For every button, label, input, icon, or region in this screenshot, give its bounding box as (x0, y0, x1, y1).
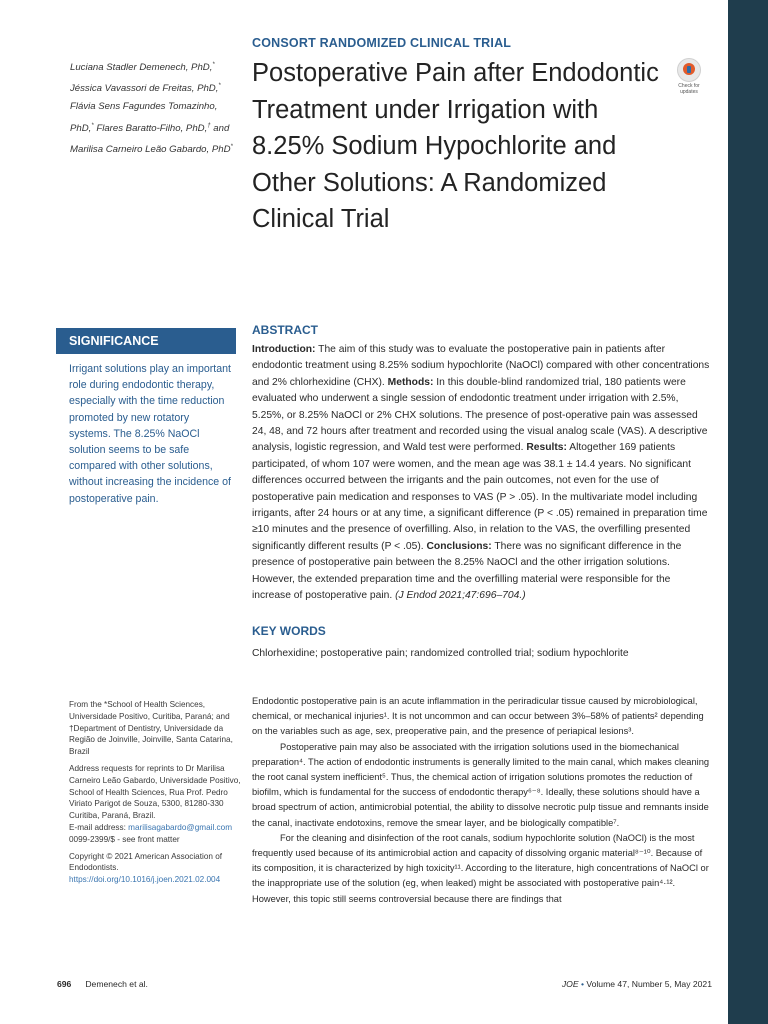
author: and Marilisa Carneiro Leão Gabardo, PhD* (70, 122, 233, 155)
email-link[interactable]: marilisagabardo@gmail.com (128, 822, 233, 832)
author-list (70, 56, 242, 159)
keywords-heading: KEY WORDS (252, 624, 326, 638)
running-author: Demenech et al. (85, 979, 148, 989)
body-paragraph: Postoperative pain may also be associated with the irrigation solutions used in the biomechanical preparation⁴. The action of endodontic instruments is generally limited to the main canal, which makes cleaning the root canal system inefficient⁵. Thus, the chemical action of irrigation solutions promotes the reduction of biofilm, which is fundamental for the success of endodontic therapy⁶⁻⁸. Ideally, these solutions should have a broad spectrum of action, antimicrobial potential, the ability to dissolve necrotic pulp tissue and remnants inside the canal, inactivate endotoxins, remove the smear layer, and be biologically compatible⁷. (252, 741, 710, 828)
author: Flares Baratto-Filho, PhD,† (96, 122, 211, 134)
abstract-conclusions-label: Conclusions: (426, 540, 492, 552)
copyright-note: Copyright © 2021 American Association of Endodontists. https://doi.org/10.1016/j.joen.2021.02.004 (69, 851, 223, 885)
significance-text: Irrigant solutions play an important role during endodontic therapy, especially with the time reduction promoted by new rotatory systems. The 8.25% NaOCl solution seems to be safe compared with other solutions, without increasing the incidence of postoperative pain. (69, 363, 231, 505)
abstract-heading: ABSTRACT (252, 323, 318, 337)
reprint-address: Address requests for reprints to Dr Marilisa Carneiro Leão Gabardo, Universidade Positivo, School of Health Sciences, Rua Prof. Pedro Viriato Parigot de Souza, 5300, 81280-330 Curitiba, Paraná, Brazil. E-mail address: marilisagabardo@gmail.com 0099-2399/$ - see front matter (69, 763, 241, 844)
footer-left (57, 979, 148, 989)
check-for-updates-text: Check for updates (678, 83, 700, 95)
page-number: 696 (57, 979, 72, 989)
journal-name: JOE (561, 979, 579, 989)
keywords-text: Chlorhexidine; postoperative pain; randomized controlled trial; sodium hypochlorite (252, 648, 629, 659)
author: Jéssica Vavassori de Freitas, PhD,* (70, 83, 221, 95)
abstract-text: Introduction: The aim of this study was to evaluate the postoperative pain in patients after endodontic treatment using 8.25% sodium hypochlorite (NaOCl) compared with other concentrations and 2% chlorhexidine (CHX). Methods: In this double-blind randomized trial, 180 patients were evaluated who underwent a single session of endodontic treatment under irrigation with 2.5%, 5.25%, or 8.25% NaOCl or 2% CHX solutions. The presence of post-operative pain was assessed 24, 48, and 72 hours after treatment and recorded using the visual analog scale (VAS). A descriptive analysis, logistic regression, and Wald test were performed. Results: Altogether 169 patients participated, of whom 107 were women, and the mean age was 38.1 ± 14.4 years. No significant differences occurred between the irrigants and the pain outcomes, not even for the use of postoperative pain medication and responses to VAS (P > .05). In the multivariate model including irrigants, after 24 hours or at any time, a significant difference (P < .05) remained in preparation time ≥10 minutes and the presence of overfilling. Also, in relation to the VAS, the overfilling presented significantly different results (P < .05). Conclusions: There was no significant difference in the presence of postoperative pain between the 8.25% NaOCl and the other irrigation solutions. However, the extended preparation time and the overfilling material were responsible for the increase of postoperative pain. (J Endod 2021;47:696–704.) (252, 344, 710, 602)
check-for-updates-icon (677, 58, 701, 82)
article-title: Postoperative Pain after Endodontic Treatment under Irrigation with 8.25% Sodium Hypochlorite and Other Solutions: A Randomized Clinical Trial (252, 59, 659, 233)
author: Flávia Sens Fagundes Tomazinho, PhD,* (70, 101, 218, 134)
article-type-label: CONSORT RANDOMIZED CLINICAL TRIAL (252, 36, 512, 50)
affiliation-notes (69, 699, 241, 891)
check-for-updates-badge[interactable] (672, 58, 706, 98)
significance-heading: SIGNIFICANCE (56, 328, 236, 354)
body-text (252, 694, 712, 907)
abstract-results-label: Results: (526, 442, 567, 454)
abstract-methods-label: Methods: (387, 376, 434, 388)
page-edge-bar (728, 0, 768, 1024)
bullet-icon: • (580, 979, 584, 989)
doi-link[interactable]: https://doi.org/10.1016/j.joen.2021.02.004 (69, 875, 221, 885)
footer-right (530, 979, 712, 989)
body-paragraph: For the cleaning and disinfection of the root canals, sodium hypochlorite solution (NaOCl) is the most frequently used because of its antimicrobial action and capacity of dissolving organic material⁸⁻¹⁰. Because of its composition, it is characterized by high toxicity¹¹. According to the literature, high concentrations of NaOCl or the inappropriate use of the solution (eg, when leaked) might be associated with postoperative pain⁴·¹². However, this topic still seems controversial because there are findings that (252, 832, 709, 904)
affiliation-from: From the *School of Health Sciences, Universidade Positivo, Curitiba, Paraná; and †Department of Dentistry, Universidade da Região de Joinville, Joinville, Santa Catarina, Brazil (69, 700, 233, 757)
body-paragraph: Endodontic postoperative pain is an acute inflammation in the periradicular tissue caused by microbiological, chemical, or mechanical injuries¹. It is not uncommon and can occur between 3%–58% of patients² depending on the variables such as age, sex, preoperative pain, and the presence of periapical lesions³. (252, 696, 704, 737)
author: Luciana Stadler Demenech, PhD,* (70, 62, 215, 74)
abstract-citation: (J Endod 2021;47:696–704.) (395, 590, 526, 602)
issue-info: Volume 47, Number 5, May 2021 (586, 979, 712, 989)
abstract-intro-label: Introduction: (252, 344, 316, 355)
